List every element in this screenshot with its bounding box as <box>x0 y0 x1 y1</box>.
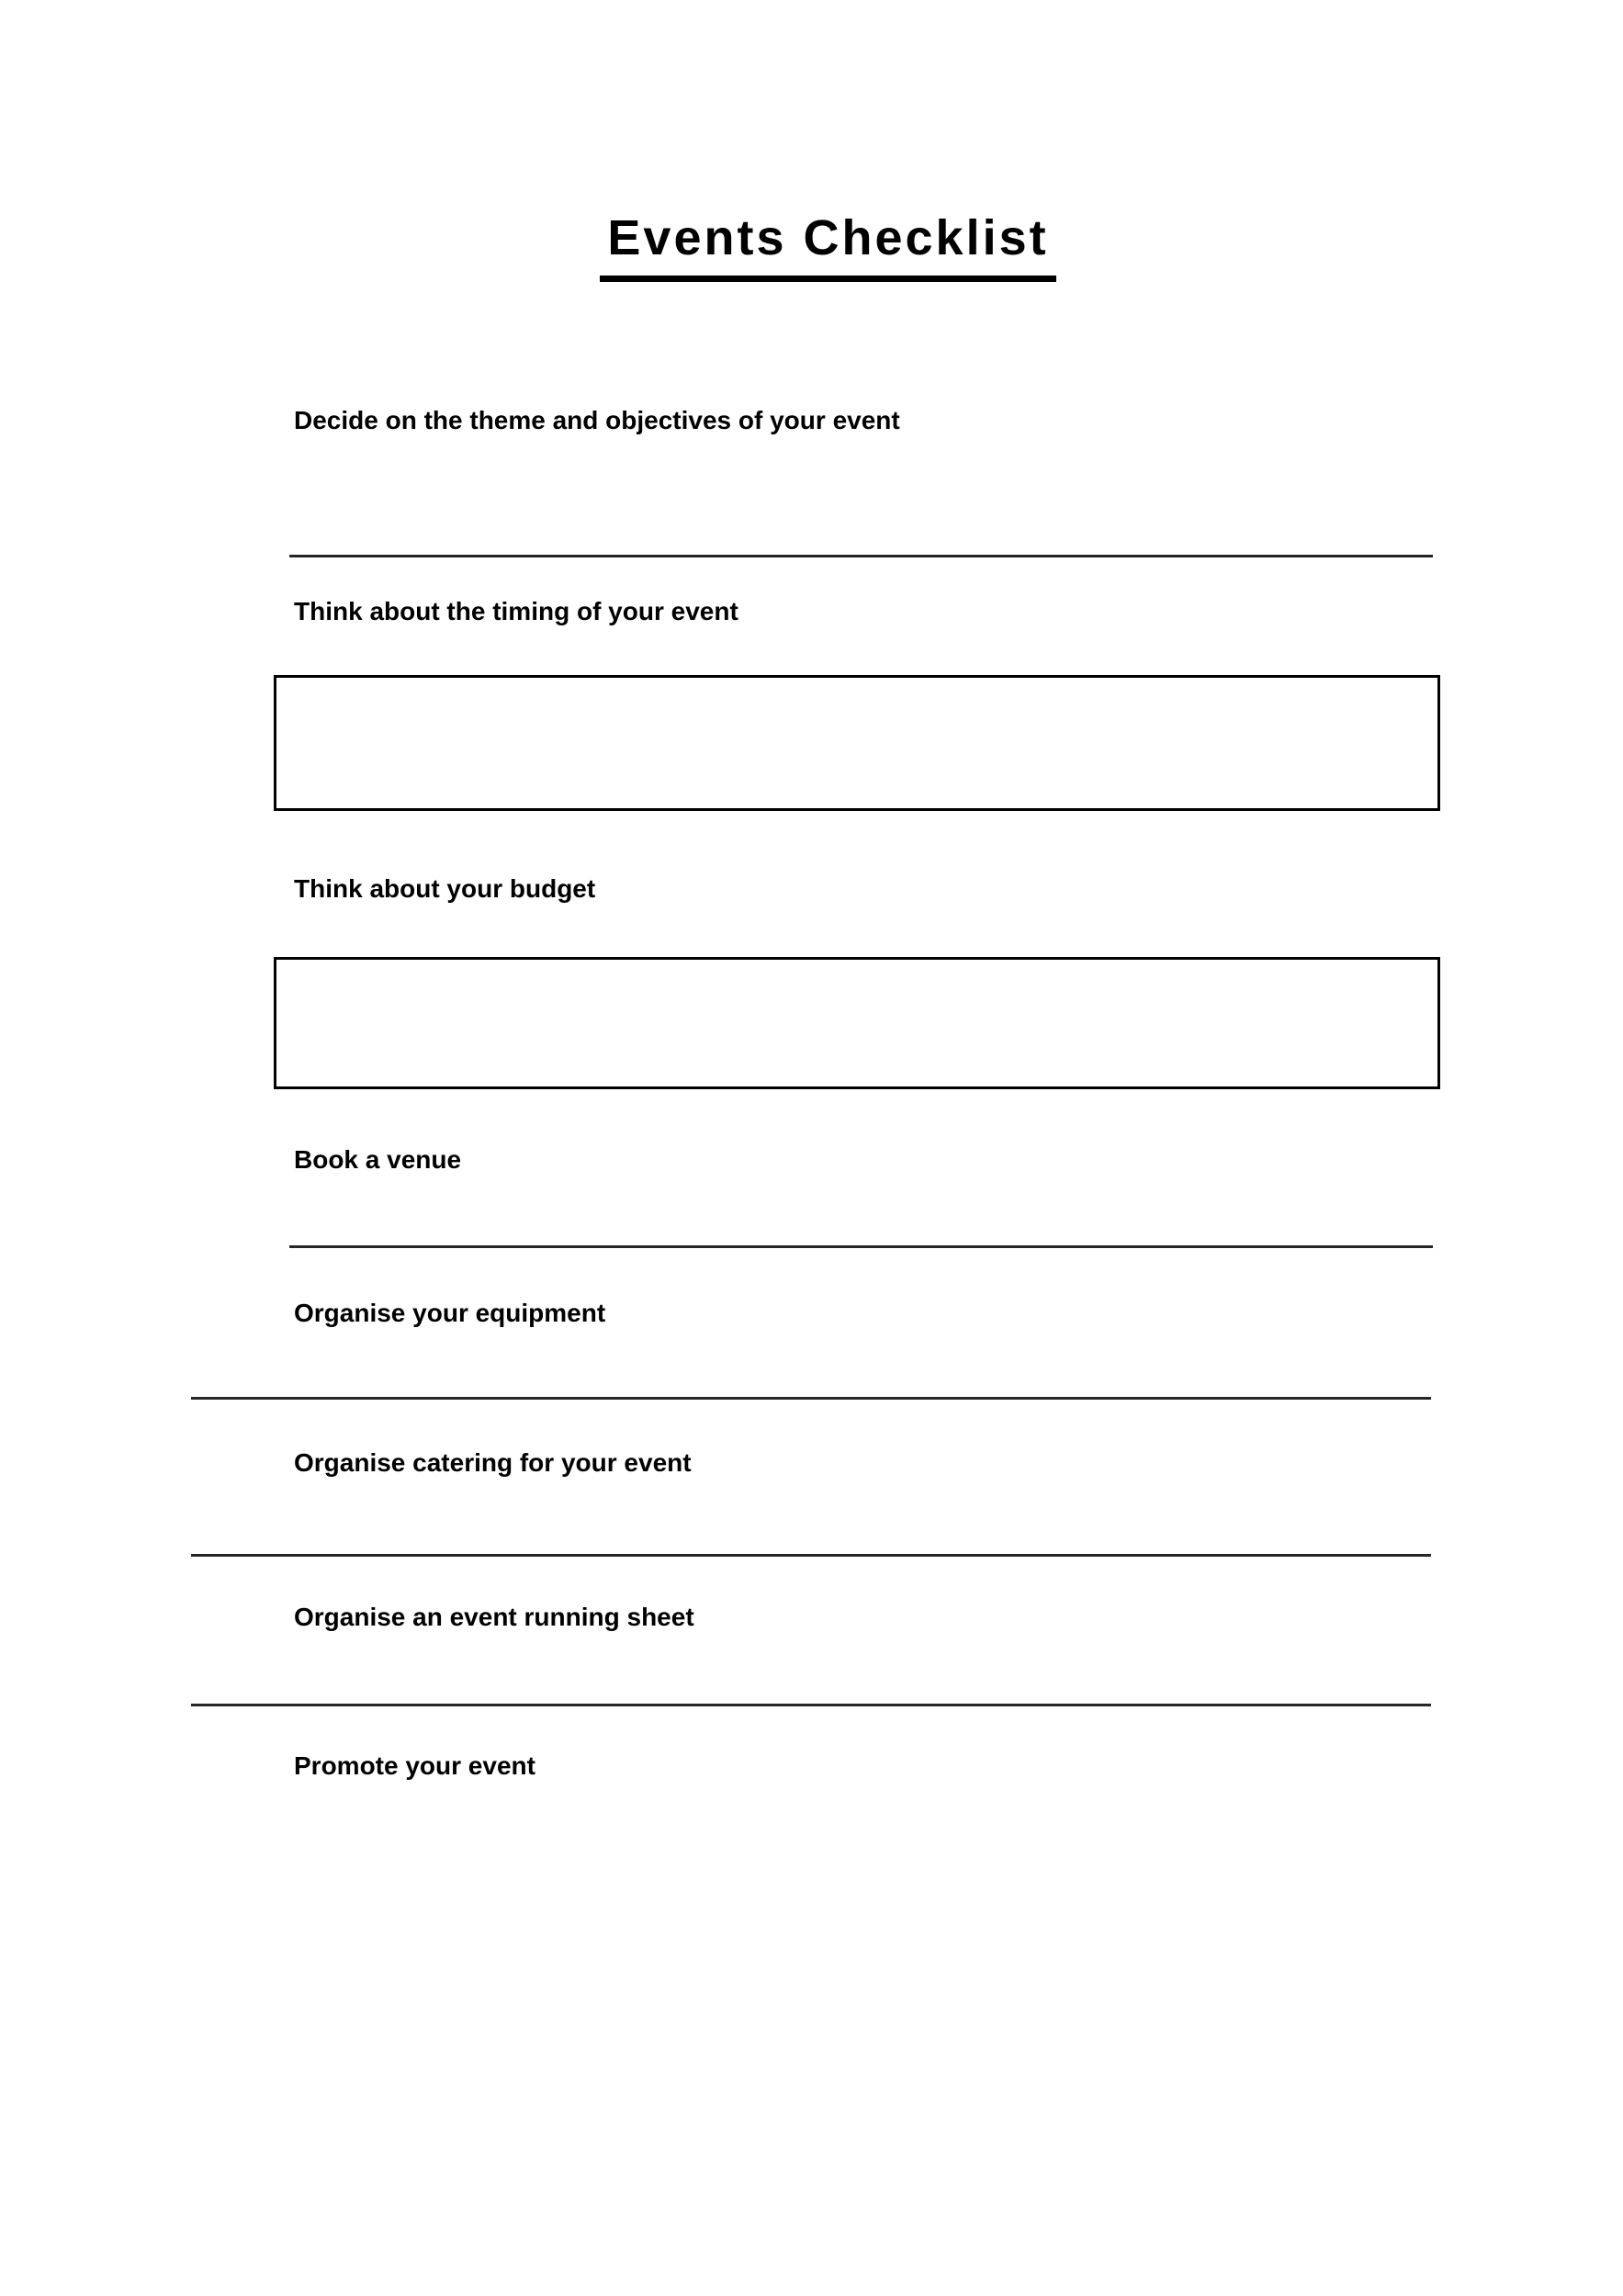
checklist-item-label-venue: Book a venue <box>294 1145 462 1174</box>
checklist-item-label-budget: Think about your budget <box>294 874 596 903</box>
response-box-budget[interactable] <box>274 957 1440 1089</box>
checklist-item-label-catering: Organise catering for your event <box>294 1448 692 1477</box>
page-title: Events Checklist <box>600 209 1055 282</box>
response-line-theme-objectives[interactable] <box>289 555 1433 557</box>
title-container <box>0 209 1623 282</box>
response-line-running-sheet[interactable] <box>191 1704 1431 1706</box>
response-line-venue[interactable] <box>289 1245 1433 1248</box>
response-line-catering[interactable] <box>191 1554 1431 1557</box>
checklist-item-label-promote: Promote your event <box>294 1751 535 1780</box>
checklist-item-label-theme-objectives: Decide on the theme and objectives of your event <box>294 406 900 434</box>
response-box-timing[interactable] <box>274 675 1440 811</box>
response-line-equipment[interactable] <box>191 1397 1431 1400</box>
checklist-item-label-running-sheet: Organise an event running sheet <box>294 1603 694 1631</box>
checklist-item-label-timing: Think about the timing of your event <box>294 597 738 625</box>
checklist-item-label-equipment: Organise your equipment <box>294 1299 606 1327</box>
